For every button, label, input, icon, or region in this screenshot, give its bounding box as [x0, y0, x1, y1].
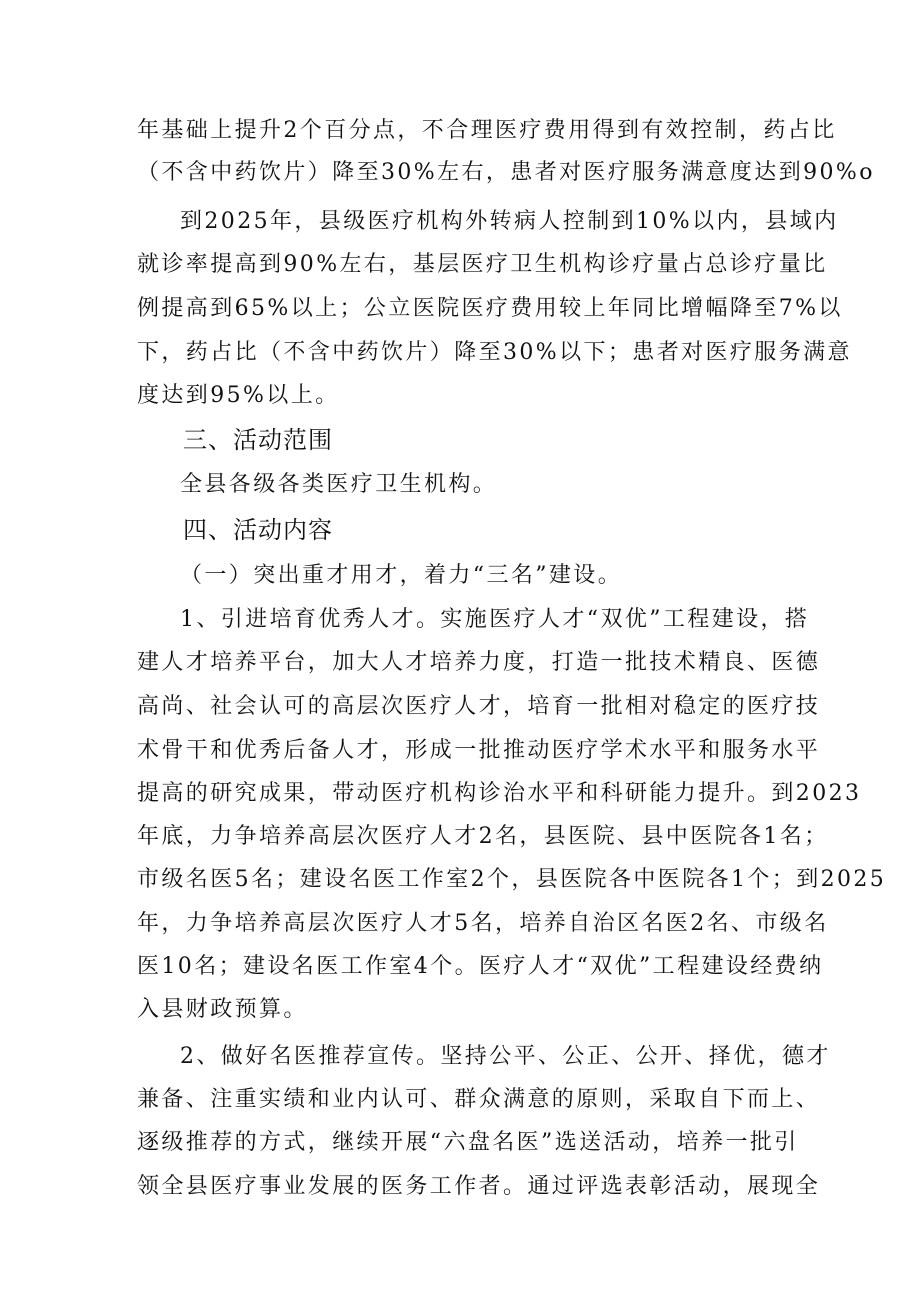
text-line: 就诊率提高到90%左右，基层医疗卫生机构诊疗量占总诊疗量比	[137, 252, 828, 277]
text-line: 例提高到65%以上；公立医院医疗费用较上年同比增幅降至7%以	[137, 296, 843, 321]
text-line: 高尚、社会认可的高层次医疗人才，培育一批相对稳定的医疗技	[137, 694, 821, 719]
section-heading: 四、活动内容	[183, 516, 333, 544]
text-line: 建人才培养平台，加大人才培养力度，打造一批技术精良、医德	[137, 650, 821, 675]
text-line: 逐级推荐的方式，继续开展“六盘名医”选送活动，培养一批引	[137, 1130, 799, 1155]
text-line: 入县财政预算。	[137, 997, 308, 1022]
text-line: 兼备、注重实绩和业内认可、群众满意的原则，采取自下而上、	[137, 1087, 821, 1112]
text-line: 1、引进培育优秀人才。实施医疗人才“双优”工程建设，搭	[180, 607, 810, 632]
text-line: 市级名医5名；建设名医工作室2个，县医院各中医院各1个；到2025	[137, 867, 887, 892]
text-line: 度达到95%以上。	[137, 383, 340, 408]
text-line: （不含中药饮片）降至30%左右，患者对医疗服务满意度达到90%o	[137, 160, 875, 185]
text-line: 提高的研究成果，带动医疗机构诊治水平和科研能力提升。到2023	[137, 781, 862, 806]
subsection-heading: （一）突出重才用才，着力“三名”建设。	[180, 563, 623, 588]
section-heading: 三、活动范围	[183, 426, 333, 454]
text-line: 全县各级各类医疗卫生机构。	[180, 472, 498, 497]
text-line: 术骨干和优秀后备人才，形成一批推动医疗学术水平和服务水平	[137, 738, 821, 763]
text-line: 到2025年，县级医疗机构外转病人控制到10%以内，县域内	[180, 209, 839, 234]
text-line: 年，力争培养高层次医疗人才5名，培养自治区名医2名、市级名	[137, 911, 829, 936]
text-line: 下，药占比（不含中药饮片）降至30%以下；患者对医疗服务满意	[137, 340, 852, 365]
text-line: 年基础上提升2个百分点，不合理医疗费用得到有效控制，药占比	[137, 118, 837, 143]
text-line: 年底，力争培养高层次医疗人才2名，县医院、县中医院各1名；	[137, 824, 829, 849]
text-line: 2、做好名医推荐宣传。坚持公平、公正、公开、择优，德才	[180, 1044, 831, 1069]
text-line: 医10名；建设名医工作室4个。医疗人才“双优”工程建设经费纳	[137, 954, 824, 979]
text-line: 领全县医疗事业发展的医务工作者。通过评选表彰活动，展现全	[137, 1174, 821, 1199]
